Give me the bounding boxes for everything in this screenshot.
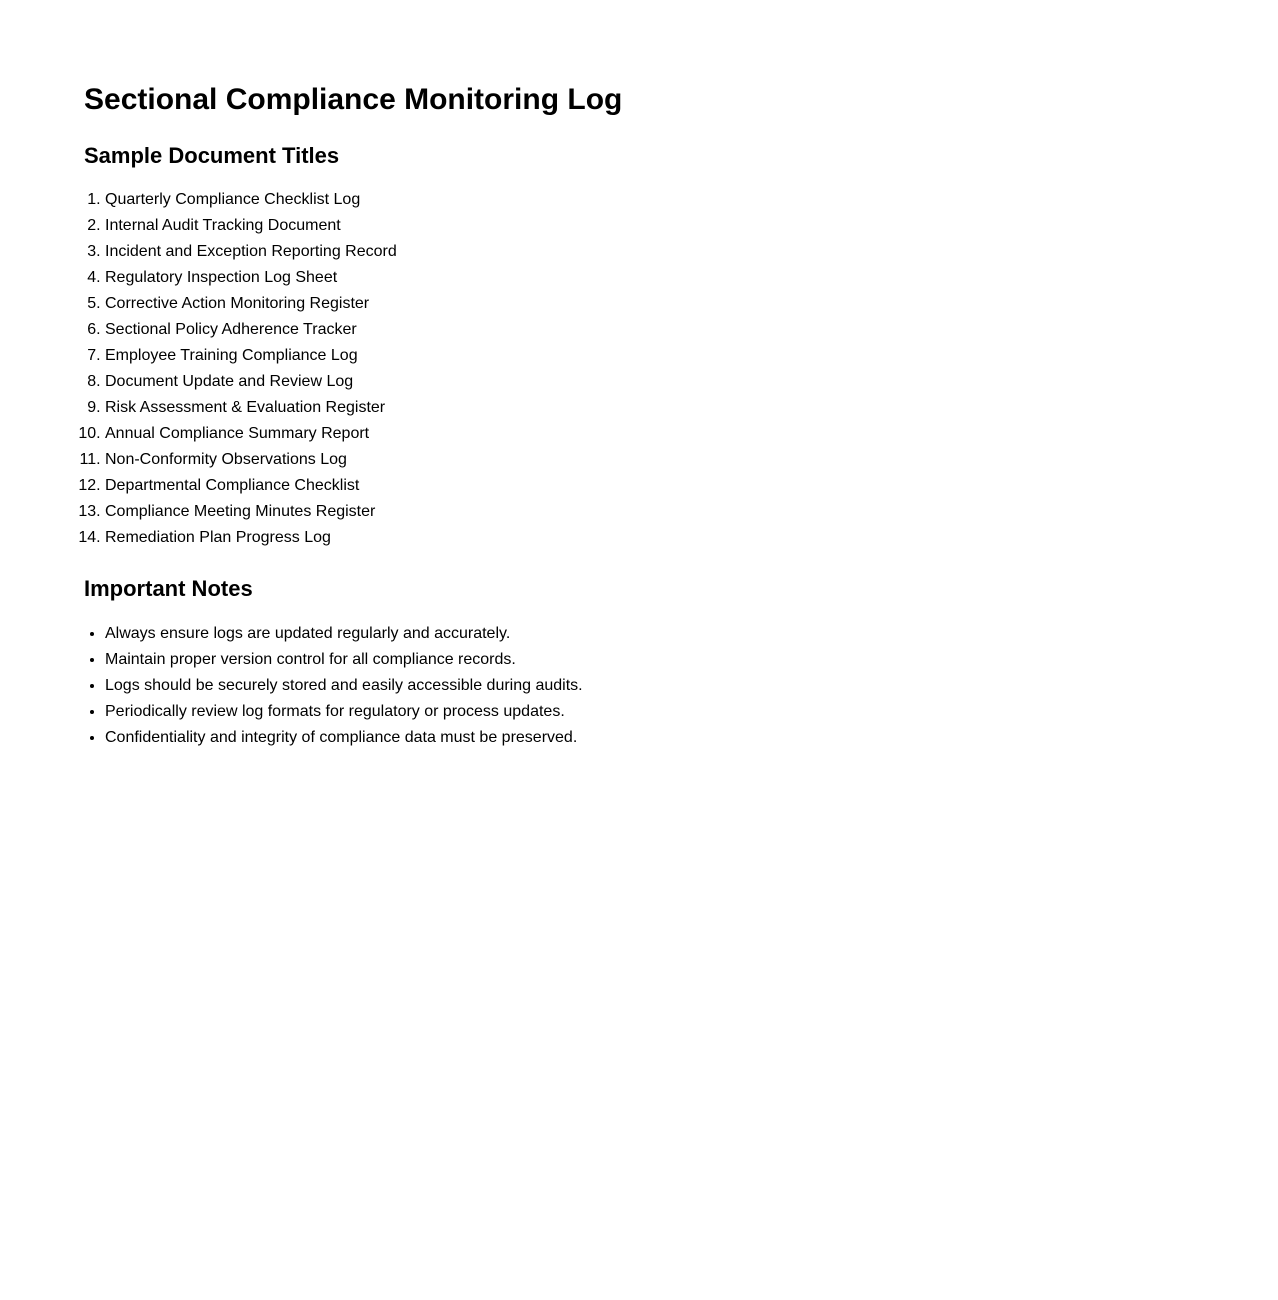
document-titles-list (84, 187, 1194, 551)
important-notes-list (84, 621, 1194, 751)
list-item: 8. Document Update and Review Log (105, 369, 1194, 395)
list-item: 7. Employee Training Compliance Log (105, 343, 1194, 369)
list-item: 13. Compliance Meeting Minutes Register (105, 499, 1194, 525)
page-title: Sectional Compliance Monitoring Log (84, 83, 623, 116)
note-item: • Maintain proper version control for all compliance records. (105, 647, 1194, 673)
list-item: 2. Internal Audit Tracking Document (105, 213, 1194, 239)
list-item: 14. Remediation Plan Progress Log (105, 525, 1194, 551)
list-item: 11. Non-Conformity Observations Log (105, 447, 1194, 473)
list-item: 10. Annual Compliance Summary Report (105, 421, 1194, 447)
list-item: 3. Incident and Exception Reporting Record (105, 239, 1194, 265)
list-item: 6. Sectional Policy Adherence Tracker (105, 317, 1194, 343)
section-heading-important-notes: Important Notes (84, 576, 253, 602)
list-item: 1. Quarterly Compliance Checklist Log (105, 187, 1194, 213)
list-item: 5. Corrective Action Monitoring Register (105, 291, 1194, 317)
list-item: 12. Departmental Compliance Checklist (105, 473, 1194, 499)
note-item: • Periodically review log formats for regulatory or process updates. (105, 699, 1194, 725)
list-item: 9. Risk Assessment & Evaluation Register (105, 395, 1194, 421)
note-item: • Logs should be securely stored and easily accessible during audits. (105, 673, 1194, 699)
section-heading-sample-document-titles: Sample Document Titles (84, 143, 340, 168)
note-item: • Always ensure logs are updated regularly and accurately. (105, 621, 1194, 647)
note-item: • Confidentiality and integrity of compliance data must be preserved. (105, 725, 1194, 751)
list-item: 4. Regulatory Inspection Log Sheet (105, 265, 1194, 291)
